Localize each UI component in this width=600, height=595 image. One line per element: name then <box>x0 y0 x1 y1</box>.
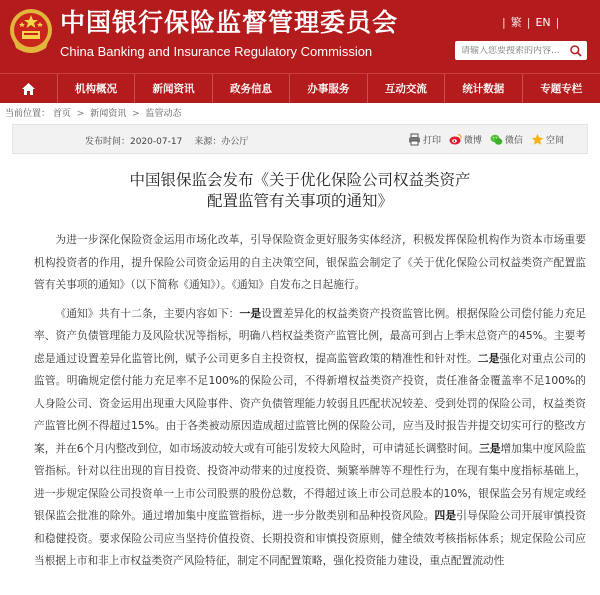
weibo-icon <box>449 133 462 146</box>
breadcrumb-separator: > <box>76 109 85 119</box>
nav-item-topics[interactable]: 专题专栏 <box>540 83 583 95</box>
article-source: 来源：办公厅 <box>194 137 249 147</box>
point-text: 设置差异化的权益类资产投资监管比例。根据保险公司偿付能力充足率、资产负债管理能力及风险状况等指标，明确八档权益类资产监管比例，最高可到占上季末总资产的45%。主要考虑是通过设置差异化监管比例，赋予公司更多自主投资权，提高监管政策的精准性和针对性。 <box>34 306 586 365</box>
share-qzone-button[interactable] <box>531 133 564 146</box>
separator: | <box>555 15 560 29</box>
breadcrumb-regulatory-news[interactable]: 监管动态 <box>145 109 182 119</box>
wechat-icon <box>490 133 503 146</box>
nav-item-news[interactable]: 新闻资讯 <box>135 74 212 103</box>
point-marker: 一是 <box>239 306 262 320</box>
search-input[interactable] <box>461 46 569 56</box>
share-wechat-button[interactable] <box>490 133 523 146</box>
print-label: 打印 <box>423 136 442 146</box>
site-title-en: China Banking and Insurance Regulatory Commission <box>60 44 373 59</box>
point-text: 引导保险公司开展审慎投资和稳健投资。要求保险公司应当坚持价值投资、长期投资和审慎投资原则，健全绩效考核指标体系；规定保险公司应当根据上市和非上市权益类资产风险特征，制定不同配置策略，强化投资能力建设，重点配置流动性 <box>34 509 586 567</box>
article-title <box>0 170 600 212</box>
lang-english-link[interactable]: EN <box>535 15 551 29</box>
nav-item-about[interactable]: 机构概况 <box>58 74 135 103</box>
point-marker: 三是 <box>479 441 501 455</box>
article-body <box>34 229 586 579</box>
national-emblem-icon[interactable] <box>8 6 54 56</box>
breadcrumb-home[interactable]: 首页 <box>52 109 71 119</box>
nav-item-government-info[interactable]: 政务信息 <box>213 74 290 103</box>
breadcrumb-separator: > <box>132 109 140 119</box>
weibo-label: 微博 <box>464 136 483 146</box>
wechat-label: 微信 <box>505 136 524 146</box>
nav-item-interaction[interactable]: 互动交流 <box>368 74 445 103</box>
site-title-cn: 中国银行保险监督管理委员会 <box>60 8 399 37</box>
nav-home[interactable] <box>0 74 58 103</box>
article-title-line2: 配置监管有关事项的通知》 <box>206 192 393 210</box>
language-switcher <box>502 14 559 30</box>
qzone-star-icon <box>531 133 544 146</box>
lang-traditional-link[interactable]: 繁 <box>510 16 522 29</box>
print-button[interactable] <box>408 133 441 146</box>
search-icon[interactable] <box>569 44 583 58</box>
paragraph-intro: 《通知》共有十二条，主要内容如下： <box>55 306 240 320</box>
point-text: 强化对重点公司的监管。明确规定偿付能力充足率不足100%的保险公司，不得新增权益类资产投资，责任准备金覆盖率不足100%的人身险公司、资金运用出现重大风险事件、资产负债管理能力较弱且匹配状况较差、受到处罚的保险公司，权益类资产监管比例不得超过15%。由于各类被动原因造成超过监管比例的保险公司，应当及时报告并提交切实可行的整改方案，并在6个月内整改到位，如市场波动较大或有可能引发较大风险时，可申请延长调整时间。 <box>34 351 586 455</box>
publish-date: 发布时间：2020-07-17 <box>85 137 183 147</box>
article-meta <box>85 134 248 147</box>
printer-icon <box>408 133 421 146</box>
main-nav <box>0 73 600 103</box>
point-marker: 四是 <box>434 509 457 522</box>
article-paragraph: 为进一步深化保险资金运用市场化改革，引导保险资金更好服务实体经济，积极发挥保险机构作为资本市场重要机构投资者的作用，提升保险公司资金运用的自主决策空间，银保监会制定了《关于优化保险公司权益类资产配置监管有关事项的通知》（以下简称《通知》）。《通知》自发布之日起施行。 <box>34 233 586 291</box>
search-box <box>455 41 587 60</box>
site-header <box>0 0 600 73</box>
separator: | <box>526 15 531 29</box>
article-info-bar <box>12 124 588 154</box>
nav-item-statistics[interactable]: 统计数据 <box>445 74 522 103</box>
article-title-line1: 中国银保监会发布《关于优化保险公司权益类资产 <box>129 171 471 189</box>
share-weibo-button[interactable] <box>449 133 482 146</box>
point-text: 增加集中度风险监管指标。针对以往出现的盲目投资、投资冲动带来的过度投资、频繁举牌等不理性行为，在现有集中度指标基础上，进一步规定保险公司投资单一上市公司股票的股份总数，不得超过该上市公司总股本的10%，银保监会另有规定或经银保监会批准的除外。通过增加集中度监管指标，进一步分散类别和品种投资风险。 <box>34 441 586 522</box>
point-marker: 二是 <box>477 351 500 365</box>
separator: | <box>502 15 506 29</box>
breadcrumb-news[interactable]: 新闻资讯 <box>90 109 127 119</box>
qzone-label: 空间 <box>546 136 565 146</box>
nav-item-services[interactable]: 办事服务 <box>290 74 367 103</box>
breadcrumb <box>5 106 182 119</box>
article-tools <box>408 133 564 146</box>
breadcrumb-prefix: 当前位置： <box>5 109 51 119</box>
home-icon <box>21 82 36 96</box>
article-paragraph <box>34 303 586 573</box>
